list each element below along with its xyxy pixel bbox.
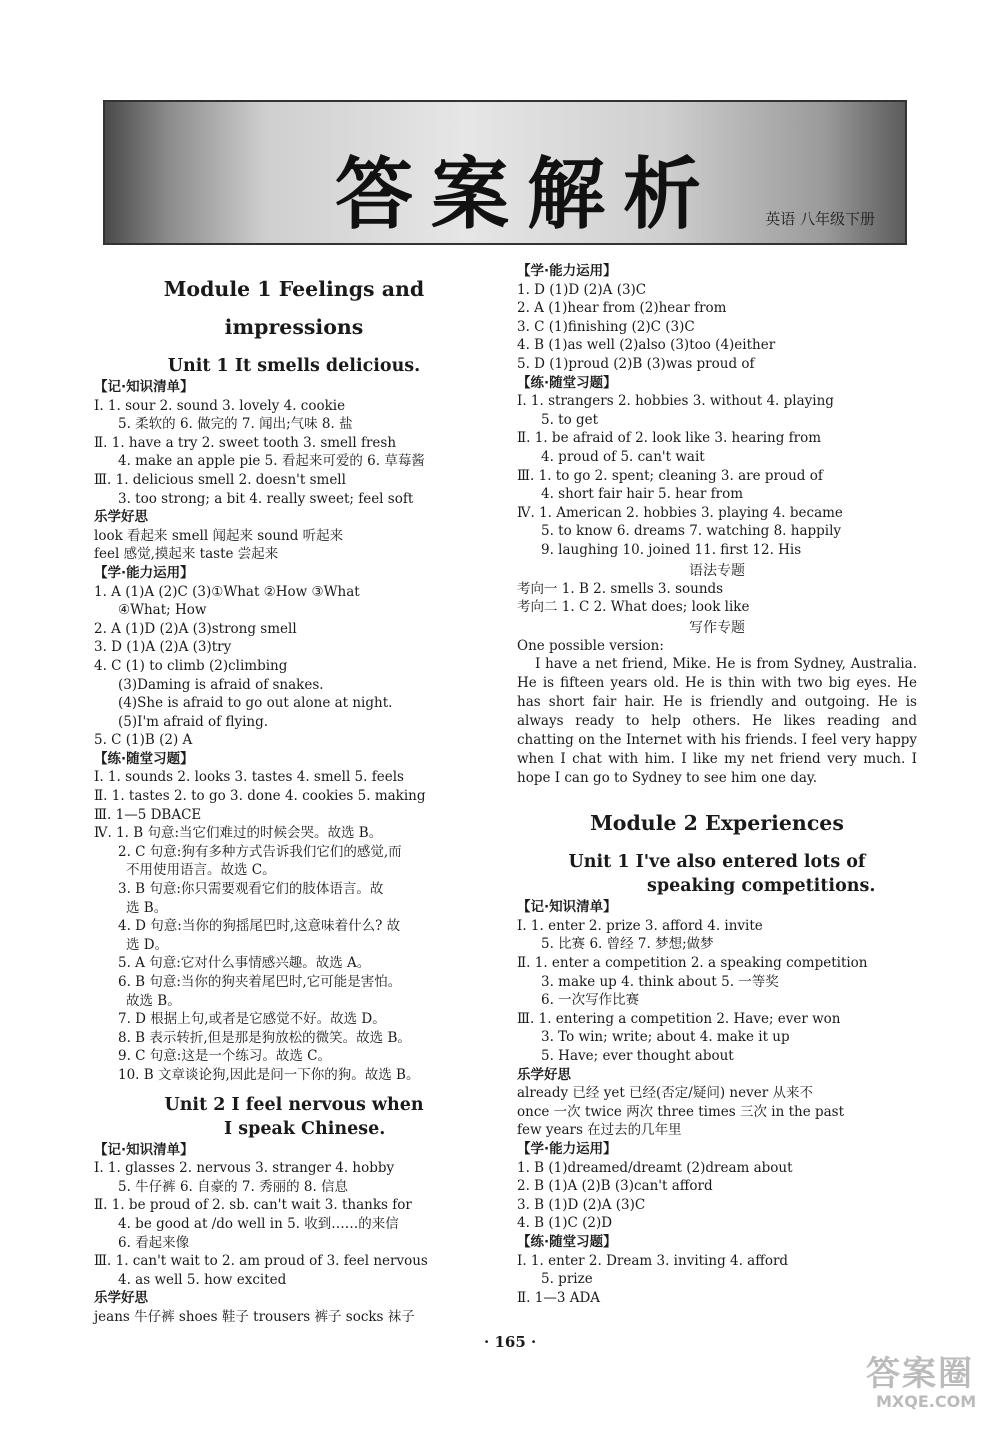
topic-heading: 语法专题 xyxy=(689,562,745,579)
answer-line: Ⅱ. 1—3 ADA xyxy=(517,1289,601,1306)
answer-line: few years 在过去的几年里 xyxy=(517,1122,682,1139)
answer-line: 2. B (1)A (2)B (3)can't afford xyxy=(517,1178,713,1195)
answer-line: 6. B 句意:当你的狗夹着尾巴时,它可能是害怕。 xyxy=(118,974,402,990)
answer-line: 5. prize xyxy=(541,1271,593,1288)
section-heading: 【练·随堂习题】 xyxy=(517,374,617,391)
subject-label: 英语 八年级下册 xyxy=(765,210,875,228)
unit-heading: speaking competitions. xyxy=(647,876,876,897)
answer-line: (4)She is afraid to go out alone at night. xyxy=(118,695,393,712)
answer-line: Ⅰ. 1. glasses 2. nervous 3. stranger 4. hobby xyxy=(94,1160,395,1177)
answer-line: 故选 B。 xyxy=(126,992,181,1009)
title-banner xyxy=(103,100,907,245)
answer-line: feel 感觉,摸起来 taste 尝起来 xyxy=(94,546,279,563)
answer-line: Ⅲ. 1. to go 2. spent; cleaning 3. are proud of xyxy=(517,467,823,484)
section-heading: 【学·能力运用】 xyxy=(517,1141,617,1157)
answer-line: already 已经 yet 已经(否定/疑问) never 从来不 xyxy=(517,1085,813,1102)
section-heading: 【学·能力运用】 xyxy=(94,564,194,581)
sample-essay: I have a net friend, Mike. He is from Sydney, Australia. He is fifteen years old. He is thin with two big eyes. He has short fair hair. He is friendly and outgoing. He is always ready to help others. He likes reading and chatting on the Internet with his friends. I feel very happy when I chat with him. I like my net friend very much. I hope I can go to Sydney to see him one day. xyxy=(517,656,917,787)
answer-line: 4. short fair hair 5. hear from xyxy=(541,486,744,503)
section-heading: 【练·随堂习题】 xyxy=(517,1233,617,1250)
answer-line: 4. proud of 5. can't wait xyxy=(541,448,705,465)
answer-line: 3. B (1)D (2)A (3)C xyxy=(517,1196,646,1213)
answer-line: once 一次 twice 两次 three times 三次 in the past xyxy=(517,1103,845,1120)
answer-line: Ⅰ. 1. sour 2. sound 3. lovely 4. cookie xyxy=(94,397,346,414)
module-heading: Module 1 Feelings and impressions xyxy=(163,277,425,339)
answer-line: One possible version: xyxy=(517,637,664,654)
answer-line: 3. To win; write; about 4. make it up xyxy=(541,1029,790,1046)
answer-line: Ⅱ. 1. be afraid of 2. look like 3. hearing from xyxy=(517,430,822,447)
spacer xyxy=(517,788,917,796)
answer-line: 4. B (1)as well (2)also (3)too (4)either xyxy=(517,337,776,354)
section-heading: 【学·能力运用】 xyxy=(517,263,617,279)
answer-line: (5)I'm afraid of flying. xyxy=(118,713,269,730)
answer-line: 6. 看起来像 xyxy=(118,1234,190,1251)
answer-line: Ⅲ. 1. entering a competition 2. Have; ever won xyxy=(517,1010,841,1027)
answer-line: 3. B 句意:你只需要观看它们的肢体语言。故 xyxy=(118,881,384,898)
answer-line: 考向二 1. C 2. What does; look like xyxy=(517,599,750,616)
answer-line: 2. A (1)hear from (2)hear from xyxy=(517,300,727,317)
answer-line: 4. be good at /do well in 5. 收到……的来信 xyxy=(118,1215,399,1232)
watermark-url: MXQE.COM xyxy=(876,1392,977,1411)
section-heading: 【记·知识清单】 xyxy=(94,379,194,395)
page-number: · 165 · xyxy=(484,1333,537,1351)
section-heading: 【记·知识清单】 xyxy=(94,1141,194,1158)
answer-line: Ⅲ. 1—5 DBACE xyxy=(94,806,202,823)
section-heading: 乐学好思 xyxy=(517,1066,571,1083)
answer-line: 1. A (1)A (2)C (3)①What ②How ③What xyxy=(94,583,360,600)
answer-line: Ⅰ. 1. strangers 2. hobbies 3. without 4. playing xyxy=(517,393,834,410)
answer-line: 5. 比赛 6. 曾经 7. 梦想;做梦 xyxy=(541,936,714,953)
section-heading: 【练·随堂习题】 xyxy=(94,750,194,767)
answer-line: 5. A 句意:它对什么事情感兴趣。故选 A。 xyxy=(118,955,371,972)
answer-line: 4. make an apple pie 5. 看起来可爱的 6. 草莓酱 xyxy=(118,453,425,470)
answer-line: 选 B。 xyxy=(126,899,168,916)
answer-line: 3. make up 4. think about 5. 一等奖 xyxy=(541,973,779,990)
answer-line: Ⅱ. 1. have a try 2. sweet tooth 3. smell fresh xyxy=(94,434,397,451)
unit-heading: Unit 1 It smells delicious. xyxy=(167,356,421,376)
answer-line: Ⅳ. 1. B 句意:当它们难过的时候会哭。故选 B。 xyxy=(94,825,383,842)
answer-line: look 看起来 smell 闻起来 sound 听起来 xyxy=(94,527,344,544)
answer-line: Ⅱ. 1. tastes 2. to go 3. done 4. cookies 5. making xyxy=(94,788,426,805)
answer-line: 4. B (1)C (2)D xyxy=(517,1215,613,1232)
answer-line: 2. A (1)D (2)A (3)strong smell xyxy=(94,620,297,637)
answer-line: 5. Have; ever thought about xyxy=(541,1048,734,1065)
right-column xyxy=(517,262,917,1307)
answer-line: ④What; How xyxy=(118,602,207,619)
answer-line: jeans 牛仔裤 shoes 鞋子 trousers 裤子 socks 袜子 xyxy=(94,1308,415,1325)
answer-line: 5. to get xyxy=(541,411,599,428)
answer-line: 3. D (1)A (2)A (3)try xyxy=(94,639,232,656)
answer-line: 2. C 句意:狗有多种方式告诉我们它们的感觉,而 xyxy=(118,843,402,860)
answer-line: Ⅰ. 1. enter 2. Dream 3. inviting 4. afford xyxy=(517,1252,789,1269)
left-column xyxy=(94,262,494,1327)
spacer xyxy=(94,346,494,354)
spacer xyxy=(94,1085,494,1093)
answer-line: 9. laughing 10. joined 11. first 12. His xyxy=(541,541,802,558)
unit-heading: Unit 1 I've also entered lots of xyxy=(568,852,866,873)
answer-line: 5. C (1)B (2) A xyxy=(94,732,193,749)
answer-line: (3)Daming is afraid of snakes. xyxy=(118,676,324,693)
answer-line: 3. too strong; a bit 4. really sweet; feel soft xyxy=(118,490,414,507)
answer-line: Ⅰ. 1. enter 2. prize 3. afford 4. invite xyxy=(517,917,763,934)
answer-line: 10. B 文章谈论狗,因此是问一下你的狗。故选 B。 xyxy=(118,1066,420,1083)
spacer xyxy=(517,842,917,850)
answer-line: 3. C (1)finishing (2)C (3)C xyxy=(517,318,695,335)
section-heading: 【记·知识清单】 xyxy=(517,899,617,916)
answer-line: Ⅲ. 1. delicious smell 2. doesn't smell xyxy=(94,471,346,488)
answer-line: 5. 牛仔裤 6. 自豪的 7. 秀丽的 8. 信息 xyxy=(118,1178,349,1195)
answer-line: 5. to know 6. dreams 7. watching 8. happily xyxy=(541,523,842,540)
answer-line: 9. C 句意:这是一个练习。故选 C。 xyxy=(118,1048,331,1065)
answer-line: 1. B (1)dreamed/dreamt (2)dream about xyxy=(517,1159,793,1176)
answer-line: 7. D 根据上句,或者是它感觉不好。故选 D。 xyxy=(118,1011,386,1028)
answer-line: 1. D (1)D (2)A (3)C xyxy=(517,281,647,298)
answer-line: Ⅲ. 1. can't wait to 2. am proud of 3. feel nervous xyxy=(94,1253,428,1270)
answer-line: Ⅱ. 1. enter a competition 2. a speaking competition xyxy=(517,955,868,972)
answer-line: 不用使用语言。故选 C。 xyxy=(126,862,276,879)
topic-heading: 写作专题 xyxy=(689,619,745,636)
unit-heading: I speak Chinese. xyxy=(224,1118,386,1139)
answer-line: 5. 柔软的 6. 做完的 7. 闻出;气味 8. 盐 xyxy=(118,416,353,433)
answer-line: 4. C (1) to climb (2)climbing xyxy=(94,657,288,674)
answer-line: 8. B 表示转折,但是那是狗放松的微笑。故选 B。 xyxy=(118,1029,411,1046)
section-heading: 乐学好思 xyxy=(94,1290,148,1307)
watermark-logo: 答案圈 xyxy=(866,1354,974,1394)
module-heading: Module 2 Experiences xyxy=(590,811,844,836)
unit-heading: Unit 2 I feel nervous when xyxy=(164,1094,424,1115)
answer-line: 4. D 句意:当你的狗摇尾巴时,这意味着什么? 故 xyxy=(118,918,401,935)
answer-line: 4. as well 5. how excited xyxy=(118,1271,287,1288)
answer-line: 选 D。 xyxy=(126,936,169,953)
answer-line: Ⅱ. 1. be proud of 2. sb. can't wait 3. thanks for xyxy=(94,1197,412,1214)
page-title: 答案解析 xyxy=(335,150,720,240)
answer-line: Ⅳ. 1. American 2. hobbies 3. playing 4. became xyxy=(517,504,843,521)
answer-line: 考向一 1. B 2. smells 3. sounds xyxy=(517,580,724,597)
answer-line: 5. D (1)proud (2)B (3)was proud of xyxy=(517,355,755,372)
answer-line: 6. 一次写作比赛 xyxy=(541,992,640,1009)
section-heading: 乐学好思 xyxy=(94,509,148,526)
answer-line: Ⅰ. 1. sounds 2. looks 3. tastes 4. smell 5. feels xyxy=(94,769,404,786)
